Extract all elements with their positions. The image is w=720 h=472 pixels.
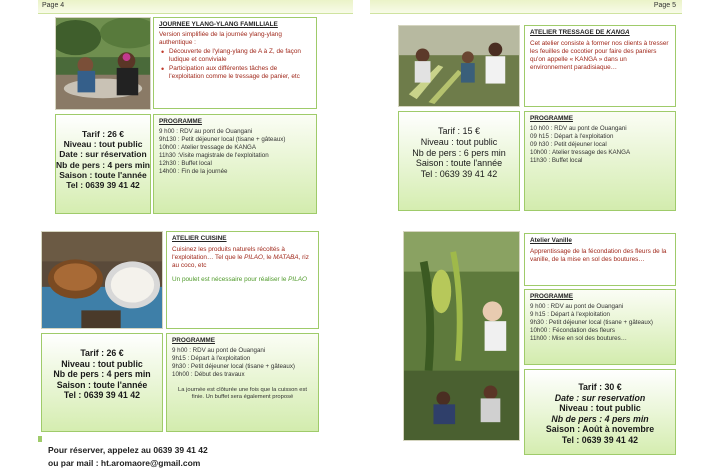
tarif-line: Niveau : tout public: [559, 403, 641, 414]
page-number-right: Page 5: [653, 2, 676, 9]
cuisine-description: Cuisinez les produits naturels récoltés à l'exploitation… Tel que le PILAO, le MATABA, riz au coco, etc: [172, 246, 309, 269]
vanille-description: Apprentissage de la fécondation des fleurs de la vanille, de la mise en sol des boutures…: [530, 248, 667, 263]
tarif-line: Saison : toute l'année: [59, 169, 147, 180]
vanille-description-box: [524, 233, 676, 286]
programme-item: 9h15 : Départ à l'exploitation: [172, 354, 251, 362]
ylang-programme-box: [153, 114, 317, 214]
programme-item: 10 h00 : RDV au pont de Ouangani: [530, 125, 627, 132]
programme-title: PROGRAMME: [159, 118, 202, 125]
vanille-programme-box: [524, 289, 676, 365]
tarif-line: Niveau : tout public: [63, 139, 143, 150]
cuisine-title: ATELIER CUISINE: [172, 235, 227, 242]
programme-item: 9h130 : Petit déjeuner local (tisane + gâteaux): [159, 135, 286, 143]
programme-item: 11h00 : Mise en sol des boutures…: [530, 334, 627, 342]
programme-item: 10h00 : Atelier tressage de KANGA: [159, 143, 256, 151]
programme-item: 12h30 : Buffet local: [159, 159, 212, 167]
tarif-line: Date : sur réservation: [59, 149, 147, 160]
tarif-line: Nb de pers : 4 pers min: [551, 413, 649, 424]
list-item: • Découverte de l'ylang-ylang de A à Z, de façon ludique et conviviale: [159, 48, 311, 64]
page-edge-marker: [38, 436, 42, 442]
cuisine-photo: [41, 231, 163, 329]
cuisine-note-green: Un poulet est nécessaire pour réaliser le PILAO: [172, 276, 307, 283]
tarif-line: Tel : 0639 39 41 42: [420, 169, 498, 180]
kanga-description: Cet atelier consiste à former nos clients à tresser les feuilles de cocotier pour faire des paniers qu'on appelle « KANGA » dans un environnement paradisiaque…: [530, 40, 669, 71]
programme-item: 10h00 : Fécondation des fleurs: [530, 326, 615, 334]
programme-item: 11h30 :Visite magistrale de l'exploitation: [159, 151, 269, 159]
tarif-line: Saison : toute l'année: [56, 379, 148, 390]
tarif-line: Tel : 0639 39 41 42: [63, 390, 141, 401]
tarif-line: Tarif : 26 €: [80, 348, 124, 358]
cuisine-tarif-box: [41, 333, 163, 432]
ylang-bullet-list: [159, 48, 311, 81]
footer-email: ou par mail : ht.aromaore@gmail.com: [48, 458, 201, 468]
tarif-line: Saison : Août à novembre: [545, 424, 655, 435]
kanga-programme-box: [524, 111, 676, 211]
page-header-left: [38, 0, 353, 14]
programme-item: 09 h30 : Petit déjeuner local: [530, 140, 607, 148]
ylang-photo: [55, 17, 151, 110]
tarif-line: Niveau : tout public: [61, 358, 143, 369]
cuisine-closing-note: La journée est clôturée une fois que la cuisson est finie. Un buffet sera également proposé: [178, 386, 307, 401]
programme-item: 10h00 : Début des travaux: [172, 370, 245, 378]
vanille-title: Atelier Vanille: [530, 237, 572, 244]
programme-item: 14h00 : Fin de la journée: [159, 167, 228, 175]
tarif-line: Tel : 0639 39 41 42: [561, 434, 639, 445]
programme-title: PROGRAMME: [172, 337, 215, 344]
ylang-title: JOURNEE YLANG-YLANG FAMILLIALE: [159, 21, 278, 28]
tarif-line: Nb de pers : 4 pers min: [53, 369, 151, 380]
cuisine-description-box: [166, 231, 319, 329]
tarif-line: Saison : toute l'année: [415, 158, 503, 169]
page-header-right: [370, 0, 682, 14]
cuisine-programme-box: [166, 333, 319, 432]
programme-title: PROGRAMME: [530, 293, 573, 300]
footer-phone: Pour réserver, appelez au 0639 39 41 42: [48, 445, 208, 455]
tarif-line: Tarif : 30 €: [578, 382, 622, 392]
programme-item: 9h30 : Petit déjeuner local (tisane + gâteaux): [530, 318, 653, 326]
kanga-title: ATELIER TRESSAGE DE KANGA: [530, 29, 630, 36]
kanga-description-box: [524, 25, 676, 107]
programme-item: 9 h00 : RDV au pont de Ouangani: [172, 347, 266, 354]
programme-item: 9h30 : Petit déjeuner local (tisane + gâteaux): [172, 362, 295, 370]
list-item: • Participation aux différentes tâches de l'exploitation comme le tressage de panier, etc: [159, 65, 311, 81]
vanille-photo: [403, 231, 520, 441]
tarif-line: Tarif : 15 €: [437, 126, 481, 136]
tarif-line: Nb de pers : 4 pers min: [56, 159, 150, 170]
tarif-line: Tarif : 26 €: [82, 129, 124, 139]
tarif-line: Tel : 0639 39 41 42: [66, 179, 140, 190]
programme-item: 10h00 : Atelier tressage des KANGA: [530, 148, 631, 156]
programme-item: 09 h15 : Départ à l'exploitation: [530, 132, 614, 140]
tarif-line: Date : sur reservation: [554, 392, 646, 403]
page-number-left: Page 4: [42, 2, 65, 9]
programme-title: PROGRAMME: [530, 115, 573, 122]
tarif-line: Niveau : tout public: [420, 136, 498, 147]
ylang-intro: Version simplifiée de la journée ylang-ylang authentique :: [159, 31, 282, 46]
programme-item: 9 h00 : RDV au pont de Ouangani: [159, 128, 253, 135]
vanille-tarif-box: [524, 369, 676, 455]
programme-item: 9 h00 : RDV au pont de Ouangani: [530, 303, 624, 310]
kanga-tarif-box: [398, 111, 520, 211]
ylang-tarif-box: [55, 114, 151, 214]
programme-item: 9 h15 : Départ à l'exploitation: [530, 310, 610, 318]
programme-item: 11h30 : Buffet local: [530, 156, 583, 164]
kanga-photo: [398, 25, 520, 107]
ylang-description-box: [153, 17, 317, 109]
tarif-line: Nb de pers : 6 pers min: [412, 147, 506, 158]
